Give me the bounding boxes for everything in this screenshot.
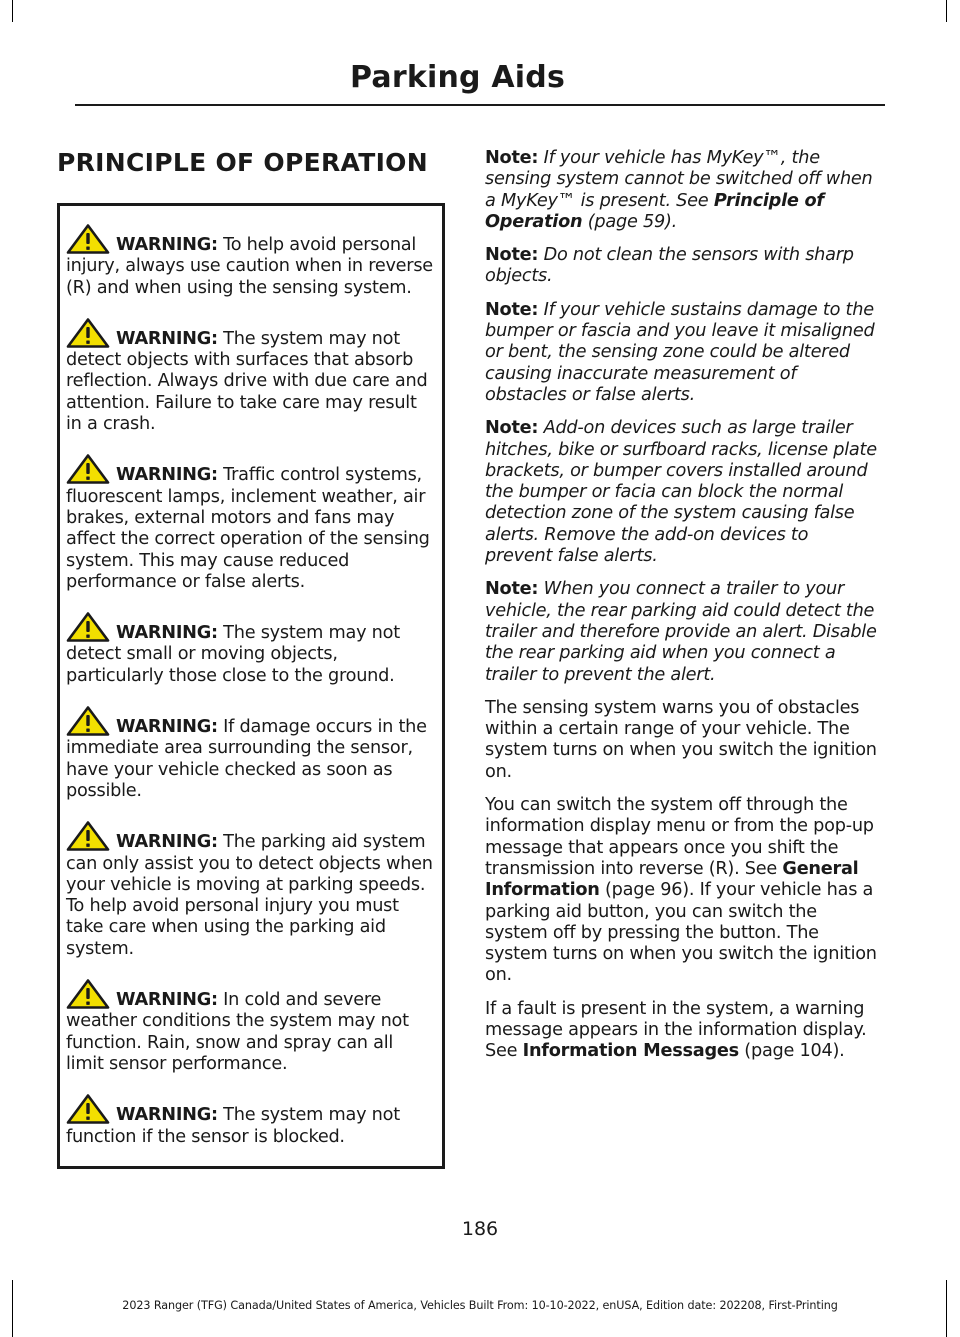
warning-triangle-icon: [66, 454, 110, 484]
warning-label: WARNING:: [116, 990, 218, 1011]
warning-label: WARNING:: [116, 328, 218, 349]
note-label: Note:: [485, 245, 539, 266]
warning-text: To help avoid personal injury, always use caution when in reverse (R) and when using the sensing system.: [66, 235, 433, 298]
cross-reference-link[interactable]: General Information: [485, 858, 859, 901]
warning-item: [66, 979, 436, 1075]
note-label: Note:: [485, 148, 539, 168]
body-paragraph: [485, 795, 880, 987]
note-item: [485, 245, 880, 288]
page-number: 186: [461, 1218, 499, 1240]
warning-item: [66, 318, 436, 435]
warning-triangle-icon: [66, 612, 110, 642]
header-divider: [75, 104, 885, 106]
section-title: PRINCIPLE OF OPERATION: [57, 148, 428, 177]
warning-triangle-icon: [66, 706, 110, 736]
crop-mark-top-left: [12, 0, 13, 22]
note-text: Add-on devices such as large trailer hitches, bike or surfboard racks, license plate brackets, or bumper covers installed around the bumper or facia can block the normal detection zone of the system causing false alerts. Remove the add-on devices to prevent false alerts.: [485, 418, 877, 567]
warning-text: Traffic control systems, fluorescent lamps, inclement weather, air brakes, external motors and fans may affect the correct operation of the sensing system. This may cause reduced performance or false alerts.: [66, 465, 430, 592]
warning-item: [66, 224, 436, 299]
note-item: [485, 579, 880, 685]
warning-item: [66, 454, 436, 593]
warning-triangle-icon: [66, 979, 110, 1009]
crop-mark-top-right: [946, 0, 947, 22]
warning-label: WARNING:: [116, 235, 218, 255]
cross-reference-link[interactable]: Principle of Operation: [485, 190, 824, 232]
warning-label: WARNING:: [116, 623, 218, 644]
warning-label: WARNING:: [116, 832, 218, 853]
page-header-title: Parking Aids: [350, 60, 565, 95]
right-column: [485, 148, 880, 1075]
warning-item: [66, 612, 436, 687]
note-item: [485, 148, 880, 233]
warning-text: The system may not detect small or moving objects, particularly those close to the ground.: [66, 623, 400, 686]
warnings-box: [57, 203, 445, 1169]
note-label: Note:: [485, 418, 539, 439]
note-text: Do not clean the sensors with sharp objects.: [485, 245, 854, 287]
warning-text: The system may not function if the sensor is blocked.: [66, 1105, 400, 1147]
paragraph-text: If a fault is present in the system, a warning message appears in the information display. See: [485, 998, 867, 1062]
warning-item: [66, 706, 436, 802]
warning-triangle-icon: [66, 821, 110, 851]
warning-text: In cold and severe weather conditions the system may not function. Rain, snow and spray can all limit sensor performance.: [66, 990, 409, 1074]
body-paragraph: The sensing system warns you of obstacles within a certain range of your vehicle. The system turns on when you switch the ignition on.: [485, 697, 877, 782]
paragraph-text: You can switch the system off through the information display menu or from the pop-up message that appears once you shift the transmission into reverse (R). See: [485, 795, 874, 879]
note-text: When you connect a trailer to your vehicle, the rear parking aid could detect the trailer and therefore provide an alert. Disable the rear parking aid when you connect a trailer to prevent the alert.: [485, 579, 877, 685]
warning-triangle-icon: [66, 1094, 110, 1124]
note-page-ref: (page 59).: [582, 211, 677, 232]
paragraph-text: (page 96). If your vehicle has a parking aid button, you can switch the system off by pressing the button. The system turns on when you switch the ignition on.: [485, 880, 877, 986]
note-label: Note:: [485, 299, 539, 320]
note-label: Note:: [485, 579, 539, 600]
body-paragraph: [485, 999, 880, 1063]
note-item: [485, 418, 880, 567]
note-item: [485, 300, 880, 406]
footer-edition-info: 2023 Ranger (TFG) Canada/United States of America, Vehicles Built From: 10-10-2022, enUSA, Edition date: 202208, First-Printing: [122, 1299, 838, 1312]
paragraph-text: (page 104).: [738, 1041, 845, 1062]
warning-item: [66, 1094, 436, 1148]
warning-text: The parking aid system can only assist you to detect objects when your vehicle is moving at parking speeds. To help avoid personal injury you must take care when using the parking aid system.: [66, 832, 433, 959]
cross-reference-link[interactable]: Information Messages: [522, 1041, 739, 1062]
note-text: If your vehicle has MyKey™, the sensing system cannot be switched off when a MyKey™ is present. See: [485, 148, 873, 211]
note-text: If your vehicle sustains damage to the bumper or fascia and you leave it misaligned or bent, the sensing zone could be altered causing inaccurate measurement of obstacles or false alerts.: [485, 299, 875, 405]
warning-label: WARNING:: [116, 717, 218, 738]
warning-text: If damage occurs in the immediate area surrounding the sensor, have your vehicle checked as soon as possible.: [66, 717, 427, 801]
warning-text: The system may not detect objects with surfaces that absorb reflection. Always drive with due care and attention. Failure to take care may result in a crash.: [66, 328, 428, 435]
warning-label: WARNING:: [116, 1105, 218, 1126]
warning-label: WARNING:: [116, 465, 218, 486]
warning-triangle-icon: [66, 224, 110, 254]
left-column: [57, 148, 445, 1169]
warning-triangle-icon: [66, 318, 110, 348]
warning-item: [66, 821, 436, 960]
